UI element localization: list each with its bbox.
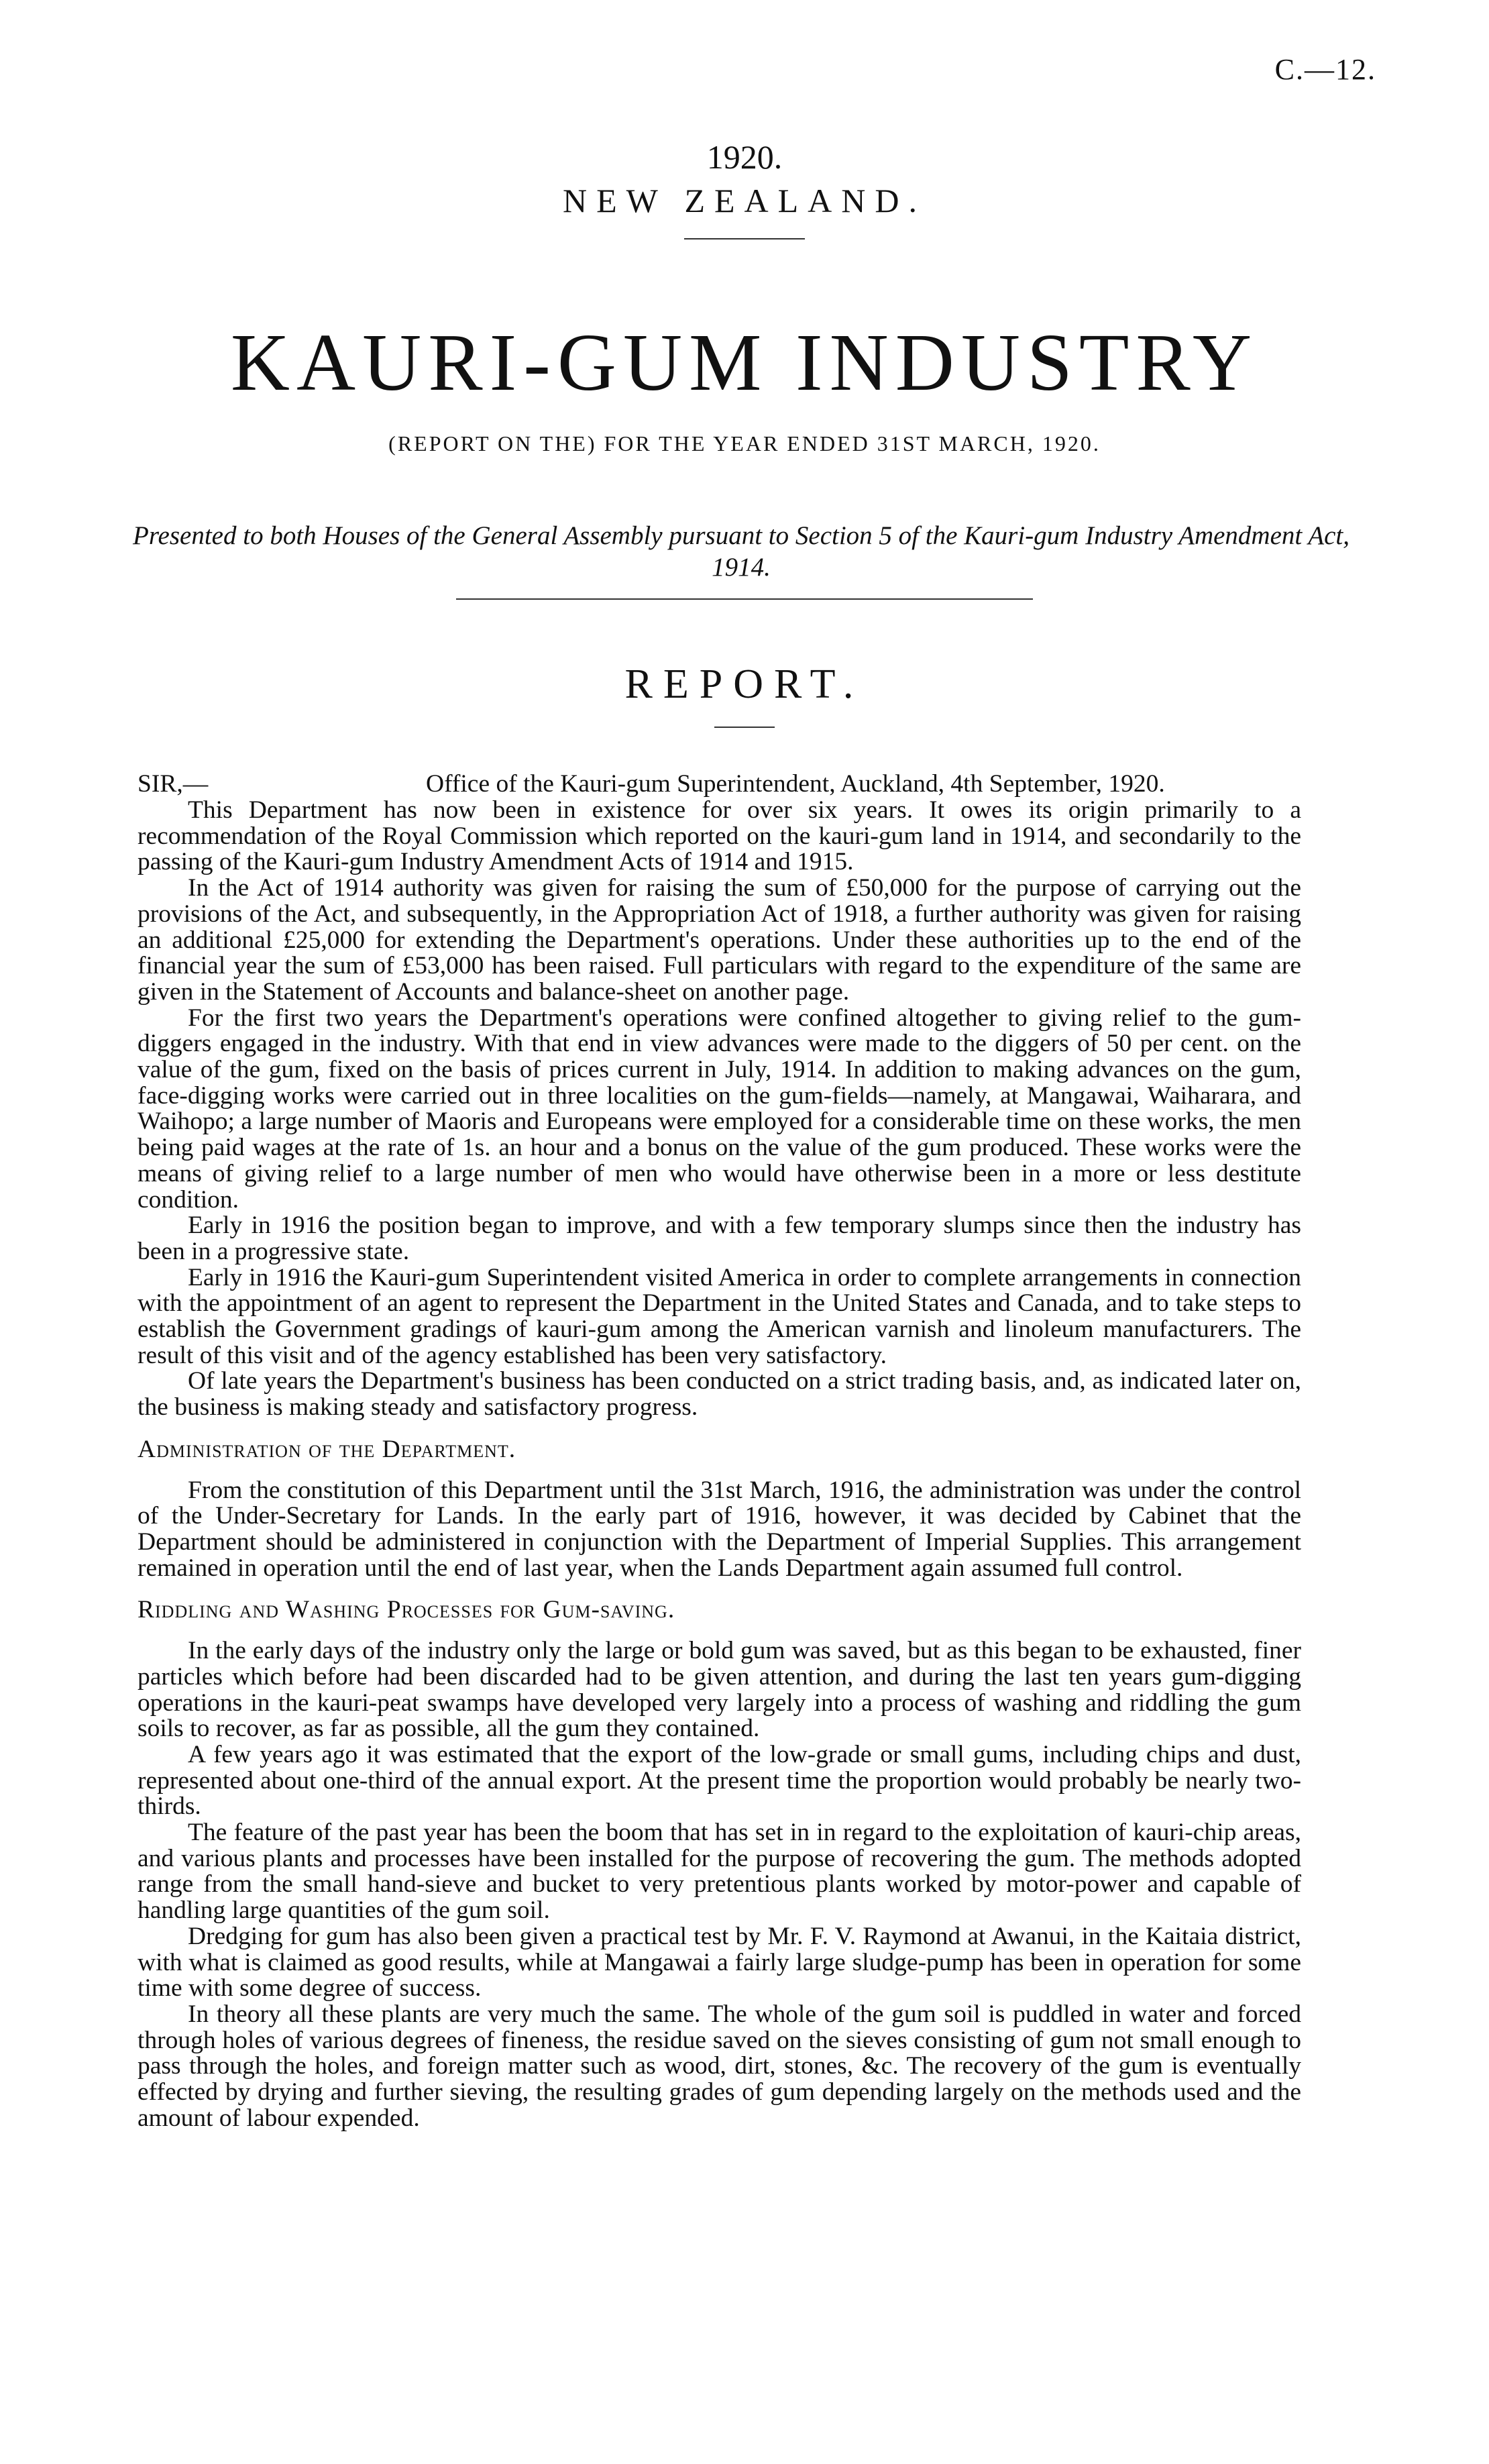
intro-paragraph: Early in 1916 the Kauri-gum Superintendent visited America in order to complete arrangements in connection with the appointment of an agent to represent the Department in the United States and Canada, and to take steps to establish the Government gradings of kauri-gum among the American varnish and linoleum manufacturers. The result of this visit and of the agency established has been very satisfactory.	[137, 1263, 1301, 1369]
letter-opening	[137, 771, 1301, 798]
document-country: NEW ZEALAND.	[563, 182, 926, 219]
section-paragraph: From the constitution of this Department until the 31st March, 1916, the administration was under the control of the Under-Secretary for Lands. In the early part of 1916, however, it was decided by Cabinet that the Department should be administered in conjunction with the Department of Imperial Supplies. This arrangement remained in operation until the end of last year, when the Lands Department again assumed full control.	[137, 1476, 1301, 1582]
intro-paragraph: In the Act of 1914 authority was given for raising the sum of £50,000 for the purpose of carrying out the provisions of the Act, and subsequently, in the Appropriation Act of 1918, a further authority was given for raising an additional £25,000 for extending the Department's operations. Under these authorities up to the end of the financial year the sum of £53,000 has been raised. Full particulars with regard to the expenditure of the same are given in the Statement of Accounts and balance-sheet on another page.	[137, 874, 1301, 1006]
document-subtitle: (REPORT ON THE) FOR THE YEAR ENDED 31ST MARCH, 1920.	[388, 431, 1101, 456]
intro-paragraph: Early in 1916 the position began to improve, and with a few temporary slumps since then the industry has been in a progressive state.	[137, 1212, 1301, 1265]
intro-paragraph: Of late years the Department's business has been conducted on a strict trading basis, and, as indicated later on, the business is making steady and satisfactory progress.	[137, 1367, 1301, 1422]
document-title: KAURI-GUM INDUSTRY	[230, 317, 1259, 408]
section-heading-riddling: Riddling and Washing Processes for Gum-saving.	[137, 1596, 675, 1624]
section-paragraph: In theory all these plants are very much the same. The whole of the gum soil is puddled in water and forced through holes of various degrees of fineness, the residue saved on the sieves consisting of gum not small enough to pass through the holes, and foreign matter such as wood, dirt, stones, &c. The recovery of the gum is eventually effected by drying and further sieving, the resulting grades of gum depending largely on the methods used and the amount of labour expended.	[137, 2000, 1301, 2132]
divider-rule	[714, 727, 775, 728]
section-paragraph: A few years ago it was estimated that the export of the low-grade or small gums, including chips and dust, represented about one-third of the annual export. At the present time the proportion would probably be nearly two-thirds.	[137, 1740, 1301, 1821]
letter-address: Office of the Kauri-gum Superintendent, Auckland, 4th September, 1920.	[426, 770, 1165, 798]
report-heading: REPORT.	[624, 661, 865, 707]
section-paragraph: In the early days of the industry only the large or bold gum was saved, but as this began to be exhausted, finer particles which before had been discarded had to be given attention, and during the last ten years gum-digging operations in the kauri-peat swamps have developed very largely into a process of washing and riddling the gum soils to recover, as far as possible, all the gum they contained.	[137, 1637, 1301, 1743]
intro-paragraph: For the first two years the Department's operations were confined altogether to giving relief to the gum-diggers engaged in the industry. With that end in view advances were made to the diggers of 50 per cent. on the value of the gum, fixed on the basis of prices current in July, 1914. In addition to making advances on the gum, face-digging works were carried out in three localities on the gum-fields—namely, at Mangawai, Waiharara, and Waihopo; a large number of Maoris and Europeans were employed for a considerable time on these works, the men being paid wages at the rate of 1s. an hour and a bonus on the value of the gum produced. These works were the means of giving relief to a large number of men who would have otherwise been in a more or less destitute condition.	[137, 1004, 1301, 1214]
salutation: SIR,—	[137, 770, 209, 798]
intro-paragraph: This Department has now been in existence for over six years. It owes its origin primarily to a recommendation of the Royal Commission which reported on the kauri-gum land in 1914, and secondarily to the passing of the Kauri-gum Industry Amendment Acts of 1914 and 1915.	[137, 796, 1301, 876]
section-heading-administration: Administration of the Department.	[137, 1435, 516, 1463]
divider-rule	[456, 598, 1033, 600]
divider-rule	[684, 238, 805, 239]
presented-note: Presented to both Houses of the General Assembly pursuant to Section 5 of the Kauri-gum Industry Amendment Act, 1914.	[133, 521, 1349, 582]
report-body	[137, 771, 1301, 2131]
section-paragraph: The feature of the past year has been the boom that has set in in regard to the exploitation of kauri-chip areas, and various plants and processes have been installed for the purpose of recovering the gum. The methods adopted range from the small hand-sieve and bucket to very pretentious plants worked by motor-power and capable of handling large quantities of the gum soil.	[137, 1819, 1301, 1925]
document-reference: C.—12.	[1274, 53, 1376, 86]
document-year: 1920.	[706, 138, 783, 176]
section-paragraph: Dredging for gum has also been given a practical test by Mr. F. V. Raymond at Awanui, in the Kaitaia district, with what is claimed as good results, while at Mangawai a fairly large sludge-pump has been in operation for some time with some degree of success.	[137, 1922, 1301, 2002]
